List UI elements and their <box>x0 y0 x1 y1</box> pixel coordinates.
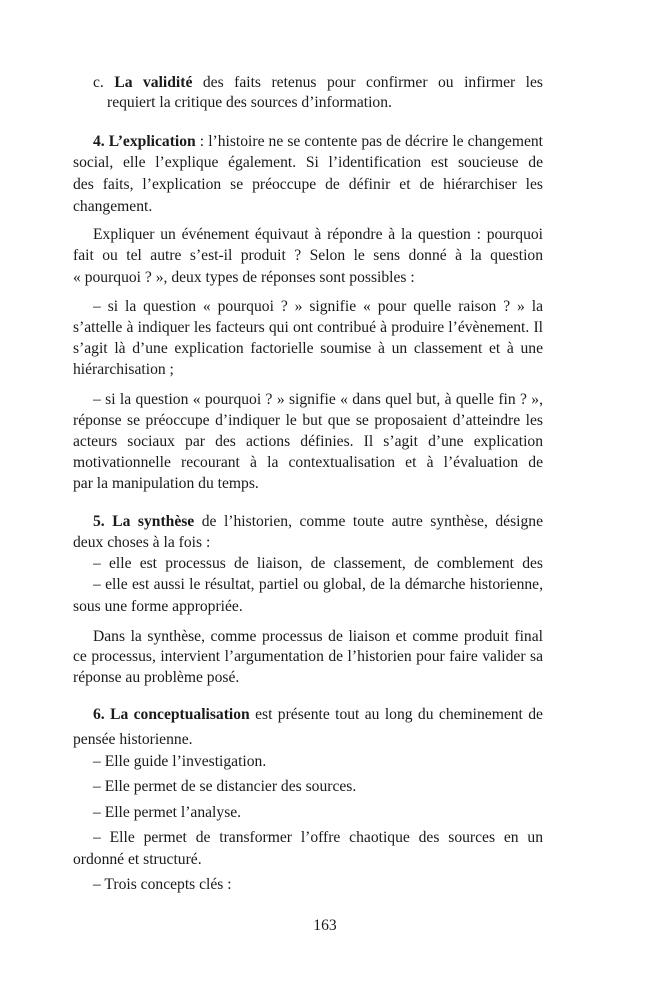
bold-term: La validité <box>114 74 193 91</box>
text-line: s’attelle à indiquer les facteurs qui ont contribué à produire l’évènement. Il <box>73 319 543 336</box>
text-line: changement. <box>73 198 153 215</box>
text-line: Dans la synthèse, comme processus de liaison et comme produit final <box>93 628 543 645</box>
list-item: – Elle permet l’analyse. <box>93 804 242 821</box>
item-label: c. <box>93 74 115 91</box>
text-line: motivationnelle recourant à la contextualisation et à l’évaluation de <box>73 454 543 471</box>
bold-term: 4. L’explication <box>93 133 196 150</box>
section-4-heading <box>93 131 543 153</box>
text: est présente tout au long du cheminement de <box>255 706 543 723</box>
list-item: – Trois concepts clés : <box>93 876 232 893</box>
text-line: sous une forme appropriée. <box>73 598 243 615</box>
text-line: ce processus, intervient l’argumentation de l’historien pour faire valider sa <box>73 648 543 665</box>
item-c-line <box>93 72 543 94</box>
text-line: acteurs sociaux par des actions définies. Il s’agit d’une explication <box>73 433 543 450</box>
bold-term: 6. La conceptualisation <box>93 706 250 723</box>
bold-term: 5. La synthèse <box>93 513 195 530</box>
text-line: – elle est aussi le résultat, partiel ou global, de la démarche historienne, <box>93 576 543 593</box>
text-line: pensée historienne. <box>73 731 193 748</box>
text-line: ordonné et structuré. <box>73 851 202 868</box>
section-6-heading <box>93 704 543 726</box>
text-line: deux choses à la fois : <box>73 534 211 551</box>
text-line: – si la question « pourquoi ? » signifie « pour quelle raison ? » la <box>93 298 543 315</box>
text-line: – elle est processus de liaison, de classement, de comblement des <box>93 555 543 572</box>
text-line: réponse se préoccupe d’indiquer le but que se proposaient d’atteindre les <box>73 412 543 429</box>
list-item: – Elle permet de transformer l’offre chaotique des sources en un <box>93 829 543 846</box>
text-line: « pourquoi ? », deux types de réponses sont possibles : <box>73 269 415 286</box>
page-number: 163 <box>313 917 337 934</box>
text-line: réponse au problème posé. <box>73 669 240 686</box>
text-line: par la manipulation du temps. <box>73 475 259 492</box>
text-line: social, elle l’explique également. Si l’identification est soucieuse de <box>73 154 543 171</box>
section-5-heading <box>93 511 543 533</box>
text-line: Expliquer un événement équivaut à répondre à la question : pourquoi <box>93 226 543 243</box>
list-item: – Elle guide l’investigation. <box>93 753 267 770</box>
list-item: – Elle permet de se distancier des sources. <box>93 778 357 795</box>
text-line: des faits, l’explication se préoccupe de définir et de hiérarchiser les <box>73 176 543 193</box>
text: : l’histoire ne se contente pas de décrire le changement <box>195 133 543 150</box>
text-line: s’agit là d’une explication factorielle soumise à un classement et à une <box>73 340 543 357</box>
text: de l’historien, comme toute autre synthèse, désigne <box>194 513 543 530</box>
text-line: requiert la critique des sources d’information. <box>107 94 392 111</box>
text-line: fait ou tel autre s’est-il produit ? Selon le sens donné à la question <box>73 247 543 264</box>
text: des faits retenus pour confirmer ou infirmer les <box>202 74 543 91</box>
text-line: – si la question « pourquoi ? » signifie « dans quel but, à quelle fin ? », <box>93 391 543 408</box>
text-line: hiérarchisation ; <box>73 361 174 378</box>
